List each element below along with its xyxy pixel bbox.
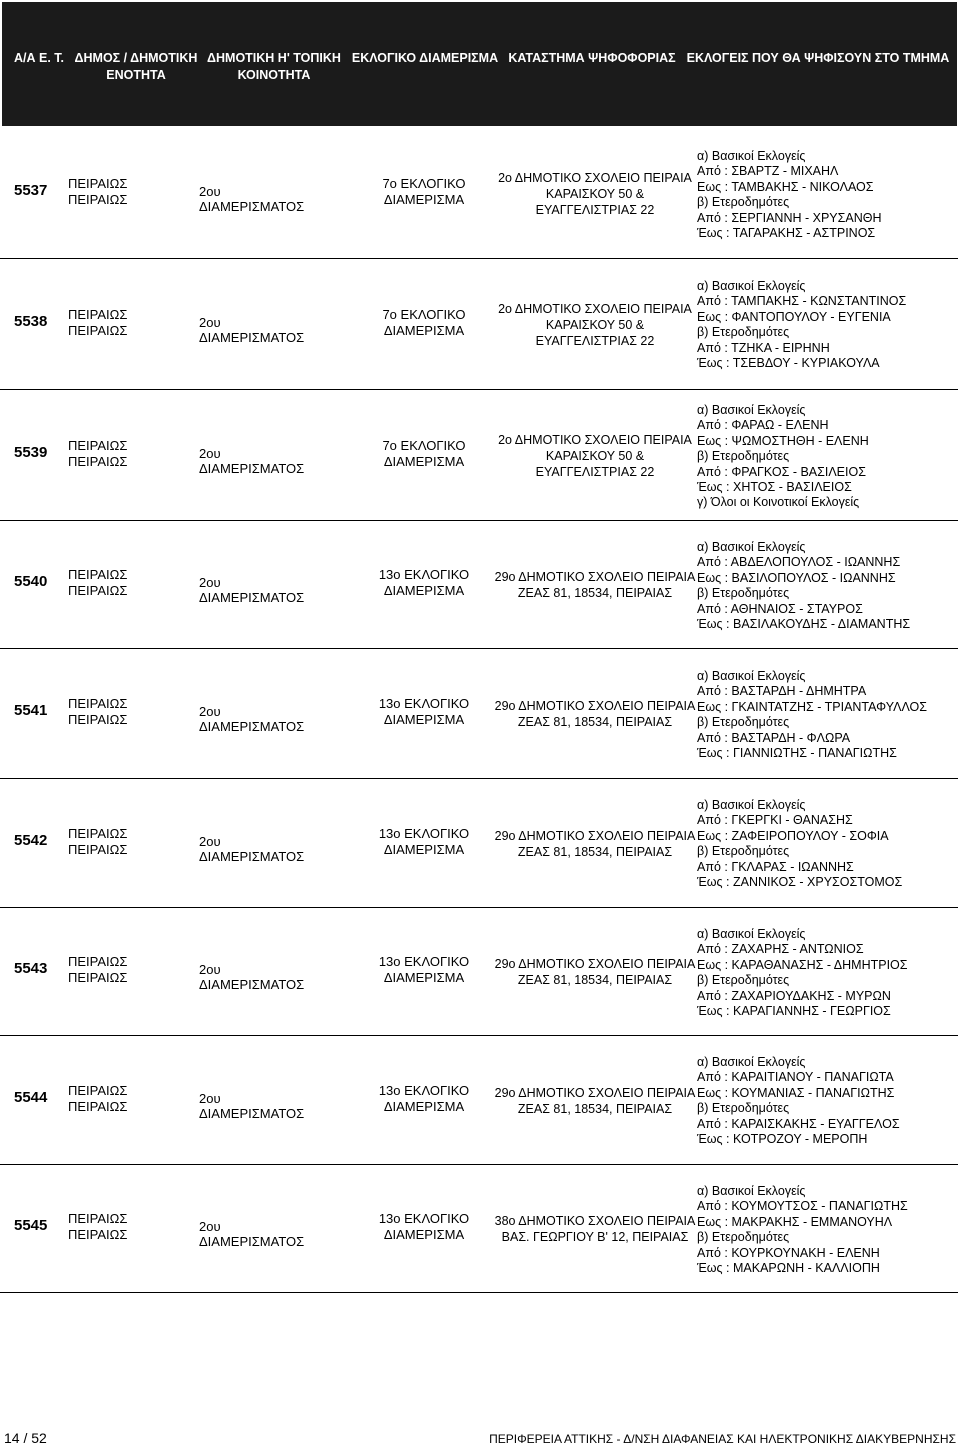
row-voters xyxy=(697,1055,959,1147)
station-line: ΖΕΑΣ 81, 18534, ΠΕΙΡΑΙΑΣ xyxy=(517,586,673,600)
row-division xyxy=(358,1211,490,1243)
row-division xyxy=(358,307,490,339)
row-voters xyxy=(697,279,959,371)
header-col-municipality: ΔΗΜΟΣ / ΔΗΜΟΤΙΚΗ ΕΝΟΤΗΤΑ xyxy=(74,51,198,82)
voter-range-line: Από : ΤΖΗΚΑ - ΕΙΡΗΝΗ xyxy=(697,340,830,355)
voter-range-line: α) Βασικοί Εκλογείς xyxy=(697,540,806,554)
voter-range-line: Από : ΚΟΥΜΟΥΤΣΟΣ - ΠΑΝΑΓΙΩΤΗΣ xyxy=(697,1199,908,1214)
row-voters xyxy=(697,669,959,761)
municipality-line: ΠΕΙΡΑΙΩΣ xyxy=(68,696,128,711)
table-row xyxy=(0,1035,960,1164)
voter-range-line: Εως : ΓΚΑΙΝΤΑΤΖΗΣ - ΤΡΙΑΝΤΑΦΥΛΛΟΣ xyxy=(697,699,927,714)
row-voters xyxy=(697,798,959,890)
row-local-community: 2ου ΔΙΑΜΕΡΙΣΜΑΤΟΣ xyxy=(199,962,305,992)
table-row xyxy=(0,648,960,778)
station-line: 29ο ΔΗΜΟΤΙΚΟ ΣΧΟΛΕΙΟ ΠΕΙΡΑΙΑ xyxy=(494,957,696,971)
voter-range-line: α) Βασικοί Εκλογείς xyxy=(697,403,806,417)
table-row xyxy=(0,907,960,1035)
station-line: 29ο ΔΗΜΟΤΙΚΟ ΣΧΟΛΕΙΟ ΠΕΙΡΑΙΑ xyxy=(494,699,696,713)
voter-range-line: Έως : ΤΣΕΒΔΟΥ - ΚΥΡΙΑΚΟΥΛΑ xyxy=(697,356,880,371)
voter-range-line: Από : ΖΑΧΑΡΙΟΥΔΑΚΗΣ - ΜΥΡΩΝ xyxy=(697,988,891,1003)
voter-range-line: α) Βασικοί Εκλογείς xyxy=(697,798,806,812)
division-line: ΔΙΑΜΕΡΙΣΜΑ xyxy=(383,192,465,207)
row-voters xyxy=(697,1184,959,1276)
row-division xyxy=(358,954,490,986)
row-municipality xyxy=(68,826,127,858)
voter-range-line: Έως : ΖΑΝΝΙΚΟΣ - ΧΡΥΣΟΣΤΟΜΟΣ xyxy=(697,875,903,890)
voter-range-line: Από : ΓΚΕΡΓΚΙ - ΘΑΝΑΣΗΣ xyxy=(697,813,853,828)
row-local-community: 2ου ΔΙΑΜΕΡΙΣΜΑΤΟΣ xyxy=(199,704,305,734)
row-municipality xyxy=(68,307,127,339)
row-division xyxy=(358,696,490,728)
division-line: ΔΙΑΜΕΡΙΣΜΑ xyxy=(383,712,465,727)
row-polling-station xyxy=(494,828,696,860)
voter-range-line: Από : ΣΕΡΓΙΑΝΝΗ - ΧΡΥΣΑΝΘΗ xyxy=(697,210,882,225)
station-line: ΚΑΡΑΙΣΚΟΥ 50 & xyxy=(545,449,645,463)
unit-line: ΠΕΙΡΑΙΩΣ xyxy=(68,970,128,985)
voter-range-line: α) Βασικοί Εκλογείς xyxy=(697,149,806,163)
voter-range-line: Εως : ΤΑΜΒΑΚΗΣ - ΝΙΚΟΛΑΟΣ xyxy=(697,179,874,194)
row-division xyxy=(358,826,490,858)
row-divider xyxy=(0,1292,958,1293)
voter-range-line: β) Ετεροδημότες xyxy=(697,1230,790,1245)
voter-range-line: Από : ΖΑΧΑΡΗΣ - ΑΝΤΩΝΙΟΣ xyxy=(697,942,864,957)
voter-range-line: γ) Όλοι οι Κοινοτικοί Εκλογείς xyxy=(697,495,860,510)
division-line: ΔΙΑΜΕΡΙΣΜΑ xyxy=(383,454,465,469)
voter-range-line: α) Βασικοί Εκλογείς xyxy=(697,669,806,683)
voter-range-line: β) Ετεροδημότες xyxy=(697,844,790,859)
voter-range-line: Έως : ΧΗΤΟΣ - ΒΑΣΙΛΕΙΟΣ xyxy=(697,480,852,495)
division-line: ΔΙΑΜΕΡΙΣΜΑ xyxy=(383,583,465,598)
municipality-line: ΠΕΙΡΑΙΩΣ xyxy=(68,176,128,191)
station-line: ΕΥΑΓΓΕΛΙΣΤΡΙΑΣ 22 xyxy=(535,334,655,348)
voter-range-line: Έως : ΓΙΑΝΝΙΩΤΗΣ - ΠΑΝΑΓΙΩΤΗΣ xyxy=(697,746,897,761)
station-line: ΕΥΑΓΓΕΛΙΣΤΡΙΑΣ 22 xyxy=(535,465,655,479)
voter-range-line: Έως : ΚΑΡΑΓΙΑΝΝΗΣ - ΓΕΩΡΓΙΟΣ xyxy=(697,1004,891,1019)
station-line: ΚΑΡΑΙΣΚΟΥ 50 & xyxy=(545,318,645,332)
header-col-no: Α/Α Ε. Τ. xyxy=(13,51,65,65)
municipality-line: ΠΕΙΡΑΙΩΣ xyxy=(68,567,128,582)
row-id: 5541 xyxy=(14,702,48,719)
municipality-line: ΠΕΙΡΑΙΩΣ xyxy=(68,826,128,841)
row-polling-station xyxy=(494,569,696,601)
row-municipality xyxy=(68,438,127,470)
division-line: 13ο ΕΚΛΟΓΙΚΟ xyxy=(378,1083,470,1098)
division-line: ΔΙΑΜΕΡΙΣΜΑ xyxy=(383,1227,465,1242)
station-line: 2ο ΔΗΜΟΤΙΚΟ ΣΧΟΛΕΙΟ ΠΕΙΡΑΙΑ xyxy=(498,171,692,185)
division-line: 13ο ΕΚΛΟΓΙΚΟ xyxy=(378,696,470,711)
voter-range-line: Από : ΤΑΜΠΑΚΗΣ - ΚΩΝΣΤΑΝΤΙΝΟΣ xyxy=(697,294,907,309)
row-local-community: 2ου ΔΙΑΜΕΡΙΣΜΑΤΟΣ xyxy=(199,1091,305,1121)
voter-range-line: β) Ετεροδημότες xyxy=(697,1101,790,1116)
header-col-station: ΚΑΤΑΣΤΗΜΑ ΨΗΦΟΦΟΡΙΑΣ xyxy=(508,51,676,65)
division-line: 7ο ΕΚΛΟΓΙΚΟ xyxy=(382,438,466,453)
voter-range-line: Από : ΦΑΡΑΩ - ΕΛΕΝΗ xyxy=(697,418,829,433)
table-row xyxy=(0,778,960,907)
division-line: 13ο ΕΚΛΟΓΙΚΟ xyxy=(378,826,470,841)
row-municipality xyxy=(68,954,127,986)
municipality-line: ΠΕΙΡΑΙΩΣ xyxy=(68,1083,128,1098)
division-line: 7ο ΕΚΛΟΓΙΚΟ xyxy=(382,176,466,191)
row-id: 5537 xyxy=(14,182,48,199)
voter-range-line: Από : ΚΑΡΑΙΣΚΑΚΗΣ - ΕΥΑΓΓΕΛΟΣ xyxy=(697,1116,900,1131)
voter-range-line: Έως : ΤΑΓΑΡΑΚΗΣ - ΑΣΤΡΙΝΟΣ xyxy=(697,226,876,241)
voter-range-line: Έως : ΜΑΚΑΡΩΝΗ - ΚΑΛΛΙΟΠΗ xyxy=(697,1261,880,1276)
row-division xyxy=(358,438,490,470)
voter-range-line: Έως : ΚΟΤΡΟΖΟΥ - ΜΕΡΟΠΗ xyxy=(697,1132,868,1147)
row-id: 5538 xyxy=(14,313,48,330)
row-id: 5540 xyxy=(14,573,48,590)
station-line: ΒΑΣ. ΓΕΩΡΓΙΟΥ Β' 12, ΠΕΙΡΑΙΑΣ xyxy=(501,1230,689,1244)
division-line: 13ο ΕΚΛΟΓΙΚΟ xyxy=(378,567,470,582)
row-division xyxy=(358,176,490,208)
station-line: 2ο ΔΗΜΟΤΙΚΟ ΣΧΟΛΕΙΟ ΠΕΙΡΑΙΑ xyxy=(498,302,692,316)
voter-range-line: Εως : ΚΑΡΑΘΑΝΑΣΗΣ - ΔΗΜΗΤΡΙΟΣ xyxy=(697,957,908,972)
row-voters xyxy=(697,540,959,632)
voter-range-line: Εως : ΒΑΣΙΛΟΠΟΥΛΟΣ - ΙΩΑΝΝΗΣ xyxy=(697,570,896,585)
division-line: 13ο ΕΚΛΟΓΙΚΟ xyxy=(378,1211,470,1226)
station-line: 29ο ΔΗΜΟΤΙΚΟ ΣΧΟΛΕΙΟ ΠΕΙΡΑΙΑ xyxy=(494,829,696,843)
row-voters xyxy=(697,403,959,511)
voter-range-line: Από : ΓΚΛΑΡΑΣ - ΙΩΑΝΝΗΣ xyxy=(697,859,854,874)
voter-range-line: Από : ΚΟΥΡΚΟΥΝΑΚΗ - ΕΛΕΝΗ xyxy=(697,1245,880,1260)
station-line: 29ο ΔΗΜΟΤΙΚΟ ΣΧΟΛΕΙΟ ΠΕΙΡΑΙΑ xyxy=(494,1086,696,1100)
row-polling-station xyxy=(494,301,696,349)
station-line: 2ο ΔΗΜΟΤΙΚΟ ΣΧΟΛΕΙΟ ΠΕΙΡΑΙΑ xyxy=(498,433,692,447)
row-municipality xyxy=(68,1211,127,1243)
header-col-voters: ΕΚΛΟΓΕΙΣ ΠΟΥ ΘΑ ΨΗΦΙΣΟΥΝ ΣΤΟ ΤΜΗΜΑ xyxy=(686,51,950,65)
row-municipality xyxy=(68,176,127,208)
row-voters xyxy=(697,927,959,1019)
unit-line: ΠΕΙΡΑΙΩΣ xyxy=(68,1227,128,1242)
voter-range-line: α) Βασικοί Εκλογείς xyxy=(697,1055,806,1069)
row-division xyxy=(358,567,490,599)
voter-range-line: Από : ΦΡΑΓΚΟΣ - ΒΑΣΙΛΕΙΟΣ xyxy=(697,464,866,479)
row-polling-station xyxy=(494,698,696,730)
row-polling-station xyxy=(494,170,696,218)
station-line: 38ο ΔΗΜΟΤΙΚΟ ΣΧΟΛΕΙΟ ΠΕΙΡΑΙΑ xyxy=(494,1214,696,1228)
municipality-line: ΠΕΙΡΑΙΩΣ xyxy=(68,307,128,322)
municipality-line: ΠΕΙΡΑΙΩΣ xyxy=(68,1211,128,1226)
voter-range-line: β) Ετεροδημότες xyxy=(697,586,790,601)
row-id: 5545 xyxy=(14,1217,48,1234)
voter-range-line: Από : ΣΒΑΡΤΖ - ΜΙΧΑΗΛ xyxy=(697,164,839,179)
station-line: 29ο ΔΗΜΟΤΙΚΟ ΣΧΟΛΕΙΟ ΠΕΙΡΑΙΑ xyxy=(494,570,696,584)
voter-range-line: Από : ΑΒΔΕΛΟΠΟΥΛΟΣ - ΙΩΑΝΝΗΣ xyxy=(697,555,901,570)
row-polling-station xyxy=(494,1085,696,1117)
row-id: 5542 xyxy=(14,832,48,849)
table-row xyxy=(0,128,960,258)
division-line: ΔΙΑΜΕΡΙΣΜΑ xyxy=(383,323,465,338)
voter-range-line: β) Ετεροδημότες xyxy=(697,715,790,730)
row-id: 5539 xyxy=(14,444,48,461)
page-number: 14 / 52 xyxy=(4,1430,47,1446)
voter-range-line: β) Ετεροδημότες xyxy=(697,325,790,340)
voter-range-line: Εως : ΖΑΦΕΙΡΟΠΟΥΛΟΥ - ΣΟΦΙΑ xyxy=(697,828,889,843)
station-line: ΕΥΑΓΓΕΛΙΣΤΡΙΑΣ 22 xyxy=(535,203,655,217)
voter-range-line: α) Βασικοί Εκλογείς xyxy=(697,279,806,293)
voter-range-line: Από : ΒΑΣΤΑΡΔΗ - ΔΗΜΗΤΡΑ xyxy=(697,684,867,699)
row-local-community: 2ου ΔΙΑΜΕΡΙΣΜΑΤΟΣ xyxy=(199,184,305,214)
station-line: ΖΕΑΣ 81, 18534, ΠΕΙΡΑΙΑΣ xyxy=(517,973,673,987)
row-id: 5543 xyxy=(14,960,48,977)
table-row xyxy=(0,1164,960,1292)
row-local-community: 2ου ΔΙΑΜΕΡΙΣΜΑΤΟΣ xyxy=(199,834,305,864)
unit-line: ΠΕΙΡΑΙΩΣ xyxy=(68,712,128,727)
division-line: 13ο ΕΚΛΟΓΙΚΟ xyxy=(378,954,470,969)
station-line: ΖΕΑΣ 81, 18534, ΠΕΙΡΑΙΑΣ xyxy=(517,715,673,729)
unit-line: ΠΕΙΡΑΙΩΣ xyxy=(68,454,128,469)
municipality-line: ΠΕΙΡΑΙΩΣ xyxy=(68,438,128,453)
station-line: ΚΑΡΑΙΣΚΟΥ 50 & xyxy=(545,187,645,201)
header-col-local: ΔΗΜΟΤΙΚΗ Η' ΤΟΠΙΚΗ ΚΟΙΝΟΤΗΤΑ xyxy=(207,51,341,82)
unit-line: ΠΕΙΡΑΙΩΣ xyxy=(68,1099,128,1114)
unit-line: ΠΕΙΡΑΙΩΣ xyxy=(68,192,128,207)
row-municipality xyxy=(68,567,127,599)
row-municipality xyxy=(68,696,127,728)
division-line: 7ο ΕΚΛΟΓΙΚΟ xyxy=(382,307,466,322)
division-line: ΔΙΑΜΕΡΙΣΜΑ xyxy=(383,970,465,985)
voter-range-line: Έως : ΒΑΣΙΛΑΚΟΥΔΗΣ - ΔΙΑΜΑΝΤΗΣ xyxy=(697,617,911,632)
voter-range-line: β) Ετεροδημότες xyxy=(697,973,790,988)
page-footer xyxy=(0,1428,960,1446)
voter-range-line: β) Ετεροδημότες xyxy=(697,195,790,210)
unit-line: ΠΕΙΡΑΙΩΣ xyxy=(68,842,128,857)
unit-line: ΠΕΙΡΑΙΩΣ xyxy=(68,323,128,338)
row-voters xyxy=(697,149,959,241)
row-polling-station xyxy=(494,432,696,480)
row-polling-station xyxy=(494,1213,696,1245)
voter-range-line: Εως : ΦΑΝΤΟΠΟΥΛΟΥ - ΕΥΓΕΝΙΑ xyxy=(697,309,891,324)
division-line: ΔΙΑΜΕΡΙΣΜΑ xyxy=(383,1099,465,1114)
voter-range-line: Εως : ΨΩΜΟΣΤΗΘΗ - ΕΛΕΝΗ xyxy=(697,433,869,448)
division-line: ΔΙΑΜΕΡΙΣΜΑ xyxy=(383,842,465,857)
header-col-division: ΕΚΛΟΓΙΚΟ ΔΙΑΜΕΡΙΣΜΑ xyxy=(351,51,499,65)
voter-range-line: Από : ΑΘΗΝΑΙΟΣ - ΣΤΑΥΡΟΣ xyxy=(697,601,863,616)
voter-range-line: Από : ΒΑΣΤΑΡΔΗ - ΦΛΩΡΑ xyxy=(697,730,851,745)
table-row xyxy=(0,258,960,389)
station-line: ΖΕΑΣ 81, 18534, ΠΕΙΡΑΙΑΣ xyxy=(517,845,673,859)
row-local-community: 2ου ΔΙΑΜΕΡΙΣΜΑΤΟΣ xyxy=(199,446,305,476)
row-local-community: 2ου ΔΙΑΜΕΡΙΣΜΑΤΟΣ xyxy=(199,1219,305,1249)
voter-range-line: Εως : ΚΟΥΜΑΝΙΑΣ - ΠΑΝΑΓΙΩΤΗΣ xyxy=(697,1085,895,1100)
table-row xyxy=(0,389,960,520)
footer-org: ΠΕΡΙΦΕΡΕΙΑ ΑΤΤΙΚΗΣ - Δ/ΝΣΗ ΔΙΑΦΑΝΕΙΑΣ ΚΑΙ ΗΛΕΚΤΡΟΝΙΚΗΣ ΔΙΑΚΥΒΕΡΝΗΣΗΣ xyxy=(489,1432,956,1446)
voter-range-line: α) Βασικοί Εκλογείς xyxy=(697,927,806,941)
table-header xyxy=(2,2,957,126)
table-row xyxy=(0,520,960,648)
unit-line: ΠΕΙΡΑΙΩΣ xyxy=(68,583,128,598)
row-division xyxy=(358,1083,490,1115)
row-local-community: 2ου ΔΙΑΜΕΡΙΣΜΑΤΟΣ xyxy=(199,575,305,605)
municipality-line: ΠΕΙΡΑΙΩΣ xyxy=(68,954,128,969)
row-municipality xyxy=(68,1083,127,1115)
row-id: 5544 xyxy=(14,1089,48,1106)
voter-range-line: Από : ΚΑΡΑΙΤΙΑΝΟΥ - ΠΑΝΑΓΙΩΤΑ xyxy=(697,1070,894,1085)
station-line: ΖΕΑΣ 81, 18534, ΠΕΙΡΑΙΑΣ xyxy=(517,1102,673,1116)
row-local-community: 2ου ΔΙΑΜΕΡΙΣΜΑΤΟΣ xyxy=(199,315,305,345)
row-polling-station xyxy=(494,956,696,988)
voter-range-line: α) Βασικοί Εκλογείς xyxy=(697,1184,806,1198)
voter-range-line: β) Ετεροδημότες xyxy=(697,449,790,464)
voter-range-line: Εως : ΜΑΚΡΑΚΗΣ - ΕΜΜΑΝΟΥΗΛ xyxy=(697,1214,893,1229)
